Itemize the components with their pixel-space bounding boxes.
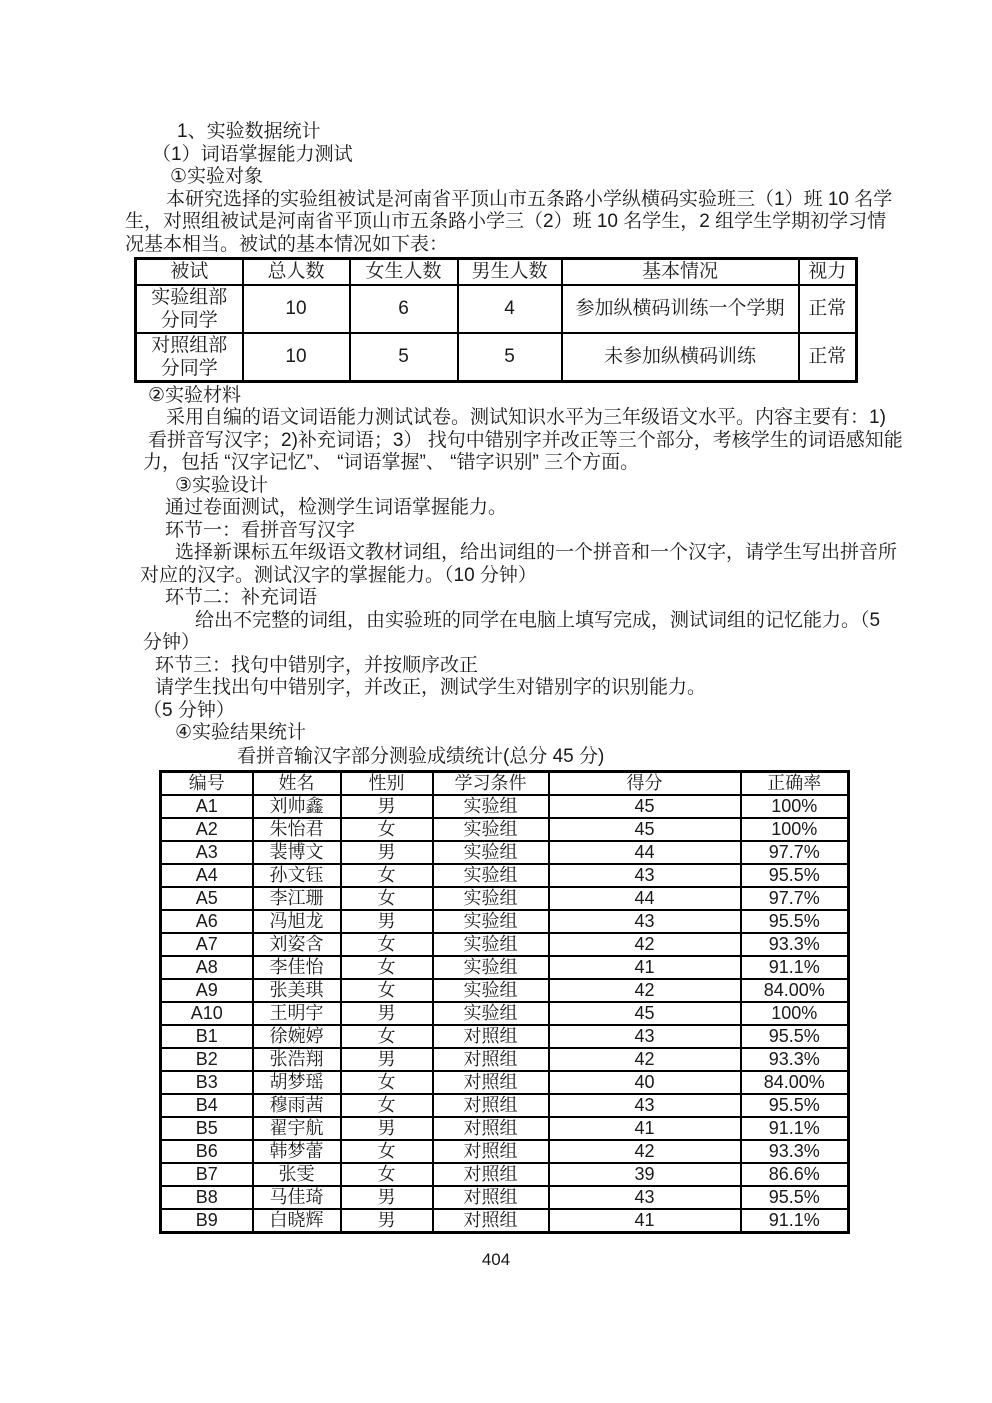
table-row [161, 1071, 849, 1094]
step-3-desc-line: 请学生找出句中错别字，并改正，测试学生对错别字的识别能力。 [155, 677, 707, 698]
table-cell-condition: 未参加纵横码训练 [562, 333, 799, 382]
table-cell-id: B6 [161, 1140, 253, 1163]
table-cell-id: B1 [161, 1025, 253, 1048]
table-cell-score: 43 [549, 864, 741, 887]
table-cell-accuracy: 91.1% [741, 1117, 849, 1140]
table-cell-accuracy: 93.3% [741, 1048, 849, 1071]
table-cell-name: 穆雨茜 [253, 1094, 341, 1117]
table-cell-condition: 实验组 [433, 979, 549, 1002]
table-cell-accuracy: 100% [741, 1002, 849, 1025]
table-cell-id: B8 [161, 1186, 253, 1209]
table-cell-score: 44 [549, 887, 741, 910]
table-cell-gender: 男 [341, 1048, 433, 1071]
results-table [159, 770, 850, 1234]
table-header-cell: 基本情况 [562, 259, 799, 285]
table-cell-id: B2 [161, 1048, 253, 1071]
table-cell-score: 40 [549, 1071, 741, 1094]
table-row [161, 1025, 849, 1048]
table-cell-vision: 正常 [799, 285, 857, 333]
table-row [161, 979, 849, 1002]
table-cell-condition: 对照组 [433, 1094, 549, 1117]
table-cell-gender: 女 [341, 956, 433, 979]
table-cell-score: 42 [549, 979, 741, 1002]
table-row [161, 1140, 849, 1163]
table-cell-gender: 女 [341, 818, 433, 841]
table-cell-accuracy: 95.5% [741, 1186, 849, 1209]
table-row [161, 933, 849, 956]
table-row [161, 1002, 849, 1025]
table-cell-id: B7 [161, 1163, 253, 1186]
table-cell-id: A10 [161, 1002, 253, 1025]
table-cell-condition: 对照组 [433, 1071, 549, 1094]
paragraph-materials-line: 采用自编的语文词语能力测试试卷。测试知识水平为三年级语文水平。内容主要有：1) [166, 407, 886, 428]
table-cell-score: 39 [549, 1163, 741, 1186]
paragraph-subjects-line: 生，对照组被试是河南省平顶山市五条路小学三（2）班 10 名学生，2 组学生学期初学习情 [125, 211, 887, 232]
table-cell-accuracy: 86.6% [741, 1163, 849, 1186]
table-cell-id: B3 [161, 1071, 253, 1094]
table-cell-name: 孙文钰 [253, 864, 341, 887]
table-row [161, 818, 849, 841]
table-cell-name: 翟宇航 [253, 1117, 341, 1140]
table-cell-score: 41 [549, 1117, 741, 1140]
table-cell-name: 刘帅鑫 [253, 795, 341, 818]
table-cell-name: 白晓辉 [253, 1209, 341, 1233]
table-header-cell: 女生人数 [350, 259, 458, 285]
table-cell-id: A2 [161, 818, 253, 841]
table-cell-gender: 女 [341, 1163, 433, 1186]
paragraph-materials-line: 力，包括 “汉字记忆”、 “词语掌握”、 “错字识别” 三个方面。 [143, 452, 640, 473]
table-row [136, 333, 857, 382]
table-cell-condition: 对照组 [433, 1140, 549, 1163]
table-cell-accuracy: 91.1% [741, 956, 849, 979]
table-cell-score: 42 [549, 1140, 741, 1163]
table-cell-accuracy: 91.1% [741, 1209, 849, 1233]
table-cell-score: 43 [549, 910, 741, 933]
table-cell-score: 43 [549, 1094, 741, 1117]
table-cell-accuracy: 97.7% [741, 887, 849, 910]
table-cell-gender: 女 [341, 1140, 433, 1163]
table-cell-name: 王明宇 [253, 1002, 341, 1025]
table-header-row [136, 259, 857, 285]
table-cell-name: 胡梦瑶 [253, 1071, 341, 1094]
table-cell-accuracy: 100% [741, 795, 849, 818]
step-1-desc-line: 对应的汉字。测试汉字的掌握能力。（10 分钟） [140, 564, 537, 586]
paragraph-design-line: 通过卷面测试，检测学生词语掌握能力。 [165, 497, 508, 518]
table-row [161, 795, 849, 818]
table-header-cell: 编号 [161, 772, 253, 796]
table-cell-id: A3 [161, 841, 253, 864]
table-row [161, 910, 849, 933]
table-cell-total: 10 [243, 333, 350, 382]
table-cell-id: B5 [161, 1117, 253, 1140]
table-cell-gender: 男 [341, 795, 433, 818]
item-1-heading: ①实验对象 [170, 166, 264, 187]
table-row [136, 285, 857, 333]
table-cell-id: A7 [161, 933, 253, 956]
table-cell-condition: 实验组 [433, 795, 549, 818]
table-cell-condition: 实验组 [433, 841, 549, 864]
table-header-cell: 性别 [341, 772, 433, 796]
table-cell-id: A8 [161, 956, 253, 979]
step-2-desc-line: 分钟） [143, 632, 201, 653]
subsection-heading: （1）词语掌握能力测试 [152, 143, 353, 165]
item-3-heading: ③实验设计 [175, 474, 269, 496]
table-cell-score: 42 [549, 933, 741, 956]
table-cell-condition: 实验组 [433, 910, 549, 933]
subjects-overview-table [134, 257, 858, 383]
table-cell-accuracy: 97.7% [741, 841, 849, 864]
table-cell-name: 马佳琦 [253, 1186, 341, 1209]
table-cell-gender: 男 [341, 841, 433, 864]
table-cell-name: 冯旭龙 [253, 910, 341, 933]
table-cell-gender: 男 [341, 1117, 433, 1140]
table-cell-gender: 女 [341, 1025, 433, 1048]
table-cell-condition: 对照组 [433, 1209, 549, 1233]
table-cell-accuracy: 95.5% [741, 1025, 849, 1048]
table-cell-total: 10 [243, 285, 350, 333]
table-row [161, 1048, 849, 1071]
step-2-desc-line: 给出不完整的词组，由实验班的同学在电脑上填写完成，测试词组的记忆能力。（5 [195, 609, 881, 631]
table-cell-id: A4 [161, 864, 253, 887]
table-cell-id: A9 [161, 979, 253, 1002]
table-cell-score: 43 [549, 1186, 741, 1209]
step-3-duration: （5 分钟） [143, 699, 235, 721]
table-cell-name: 徐婉婷 [253, 1025, 341, 1048]
table-cell-accuracy: 95.5% [741, 864, 849, 887]
table-cell-name: 张雯 [253, 1163, 341, 1186]
step-3-heading: 环节三：找句中错别字，并按顺序改正 [155, 654, 479, 676]
table-cell-accuracy: 84.00% [741, 1071, 849, 1094]
table-cell-score: 43 [549, 1025, 741, 1048]
table-cell-name: 刘姿含 [253, 933, 341, 956]
section-heading: 1、实验数据统计 [177, 121, 321, 142]
table-header-cell: 男生人数 [458, 259, 562, 285]
table-cell-score: 45 [549, 795, 741, 818]
table-row [161, 887, 849, 910]
table-row [161, 1209, 849, 1233]
table-row [161, 841, 849, 864]
paragraph-materials-line: 看拼音写汉字；2)补充词语；3） 找句中错别字并改正等三个部分，考核学生的词语感知能 [148, 429, 903, 451]
table-header-cell: 视力 [799, 259, 857, 285]
table-cell-score: 45 [549, 1002, 741, 1025]
table-header-row [161, 772, 849, 796]
table-cell-subject-group: 对照组部分同学 [136, 333, 243, 382]
table-cell-gender: 男 [341, 1186, 433, 1209]
table-cell-condition: 参加纵横码训练一个学期 [562, 285, 799, 333]
step-1-desc-line: 选择新课标五年级语文教材词组，给出词组的一个拼音和一个汉字，请学生写出拼音所 [175, 542, 898, 563]
table-row [161, 956, 849, 979]
table-header-cell: 学习条件 [433, 772, 549, 796]
table-cell-condition: 对照组 [433, 1186, 549, 1209]
step-2-heading: 环节二：补充词语 [165, 587, 318, 608]
table-cell-name: 韩梦蕾 [253, 1140, 341, 1163]
table-row [161, 1163, 849, 1186]
table-cell-condition: 对照组 [433, 1117, 549, 1140]
table-cell-id: B9 [161, 1209, 253, 1233]
table-cell-condition: 实验组 [433, 956, 549, 979]
table-cell-gender: 男 [341, 1209, 433, 1233]
table-cell-accuracy: 95.5% [741, 910, 849, 933]
table-cell-gender: 女 [341, 864, 433, 887]
table-cell-name: 李江珊 [253, 887, 341, 910]
table-header-cell: 正确率 [741, 772, 849, 796]
table-cell-condition: 实验组 [433, 818, 549, 841]
table-cell-id: B4 [161, 1094, 253, 1117]
table-cell-score: 41 [549, 1209, 741, 1233]
table-header-cell: 总人数 [243, 259, 350, 285]
results-table-caption: 看拼音输汉字部分测验成绩统计(总分 45 分) [237, 745, 605, 767]
table-cell-girls: 6 [350, 285, 458, 333]
table-cell-accuracy: 84.00% [741, 979, 849, 1002]
table-cell-id: A1 [161, 795, 253, 818]
item-2-heading: ②实验材料 [148, 384, 242, 406]
step-1-heading: 环节一：看拼音写汉字 [165, 519, 356, 541]
table-row [161, 864, 849, 887]
table-cell-gender: 男 [341, 910, 433, 933]
table-row [161, 1094, 849, 1117]
table-row [161, 1117, 849, 1140]
table-header-cell: 得分 [549, 772, 741, 796]
table-cell-accuracy: 93.3% [741, 933, 849, 956]
table-cell-condition: 实验组 [433, 864, 549, 887]
table-cell-subject-group: 实验组部分同学 [136, 285, 243, 333]
table-cell-condition: 实验组 [433, 933, 549, 956]
paragraph-subjects-line: 本研究选择的实验组被试是河南省平顶山市五条路小学纵横码实验班三（1）班 10 名学 [166, 188, 893, 210]
table-cell-condition: 对照组 [433, 1163, 549, 1186]
table-cell-gender: 女 [341, 933, 433, 956]
table-cell-id: A5 [161, 887, 253, 910]
table-cell-score: 42 [549, 1048, 741, 1071]
table-cell-boys: 4 [458, 285, 562, 333]
table-cell-gender: 女 [341, 979, 433, 1002]
paragraph-subjects-line: 况基本相当。被试的基本情况如下表： [125, 233, 449, 255]
table-cell-condition: 对照组 [433, 1048, 549, 1071]
table-cell-girls: 5 [350, 333, 458, 382]
table-cell-condition: 实验组 [433, 1002, 549, 1025]
table-cell-gender: 女 [341, 887, 433, 910]
table-cell-gender: 女 [341, 1071, 433, 1094]
table-cell-id: A6 [161, 910, 253, 933]
page-number: 404 [481, 1250, 511, 1269]
table-cell-score: 45 [549, 818, 741, 841]
table-header-cell: 姓名 [253, 772, 341, 796]
table-cell-score: 41 [549, 956, 741, 979]
table-cell-boys: 5 [458, 333, 562, 382]
table-cell-vision: 正常 [799, 333, 857, 382]
table-row [161, 1186, 849, 1209]
table-cell-gender: 男 [341, 1002, 433, 1025]
item-4-heading: ④实验结果统计 [175, 722, 307, 743]
table-cell-name: 张美琪 [253, 979, 341, 1002]
table-cell-gender: 女 [341, 1094, 433, 1117]
table-cell-accuracy: 93.3% [741, 1140, 849, 1163]
table-cell-name: 裴博文 [253, 841, 341, 864]
table-cell-name: 朱怡君 [253, 818, 341, 841]
table-header-cell: 被试 [136, 259, 243, 285]
table-cell-name: 李佳怡 [253, 956, 341, 979]
table-cell-condition: 对照组 [433, 1025, 549, 1048]
table-cell-score: 44 [549, 841, 741, 864]
table-cell-accuracy: 95.5% [741, 1094, 849, 1117]
table-cell-name: 张浩翔 [253, 1048, 341, 1071]
table-cell-accuracy: 100% [741, 818, 849, 841]
table-cell-condition: 实验组 [433, 887, 549, 910]
